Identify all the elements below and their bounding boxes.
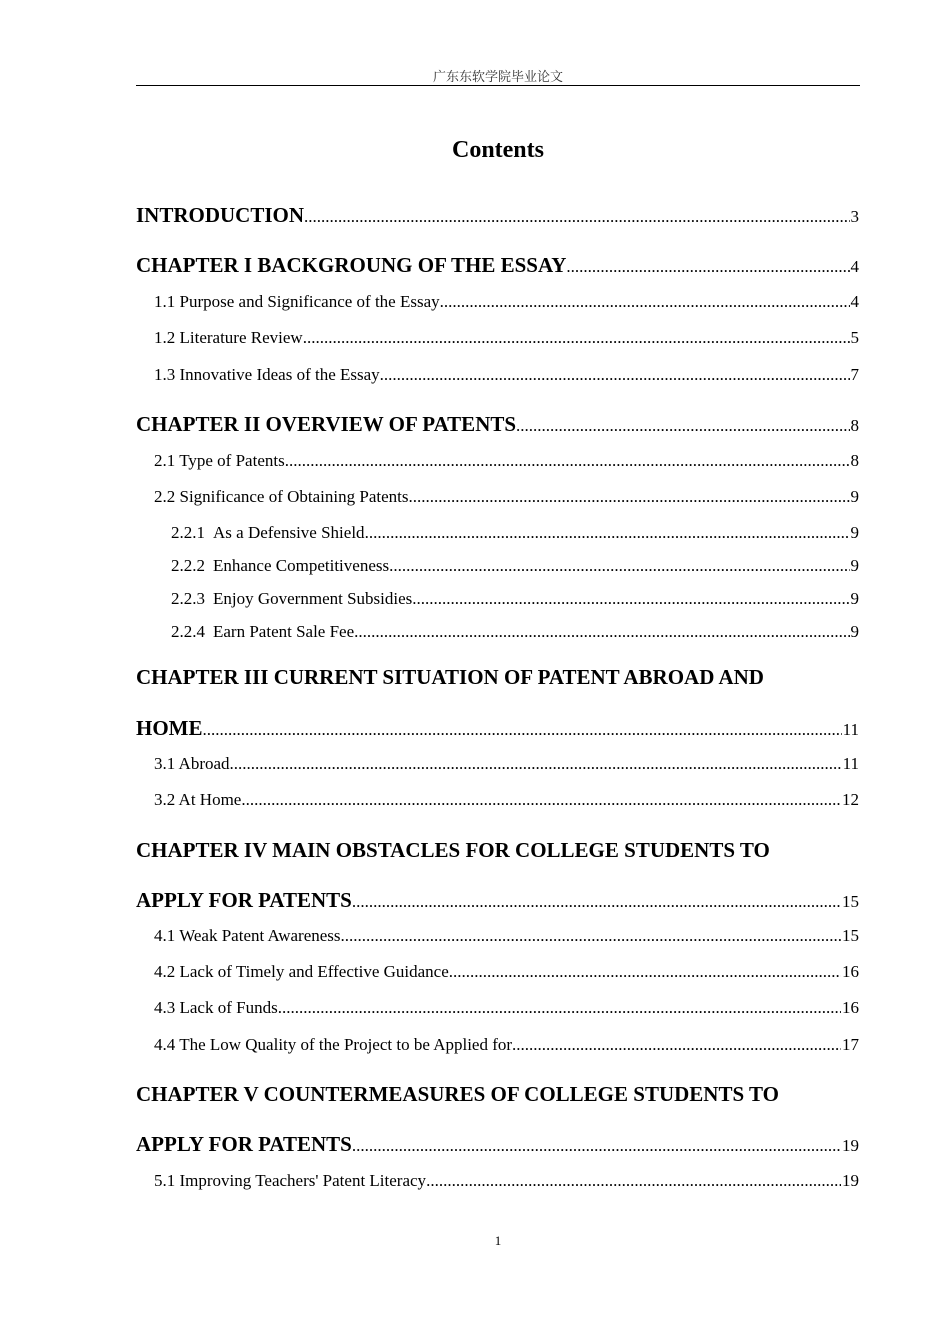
toc-entry-page: 3 bbox=[850, 207, 859, 226]
toc-leader bbox=[304, 207, 849, 227]
toc-title: Contents bbox=[451, 137, 544, 163]
toc-entry-page: 8 bbox=[850, 451, 859, 470]
toc-entry-page: 9 bbox=[850, 523, 859, 542]
toc-entry-page: 4 bbox=[850, 257, 859, 276]
toc-entry[interactable] bbox=[154, 754, 859, 774]
toc-entry[interactable] bbox=[171, 589, 859, 609]
toc-entry-number: 2.2.1 bbox=[171, 523, 205, 542]
toc-leader bbox=[354, 622, 849, 642]
toc-entry[interactable] bbox=[171, 523, 859, 543]
toc-leader bbox=[408, 487, 849, 507]
toc-entry-label: INTRODUCTION bbox=[136, 203, 305, 227]
toc-entry-page: 11 bbox=[842, 754, 859, 773]
toc-entry-page: 9 bbox=[850, 622, 859, 641]
toc-entry[interactable] bbox=[136, 1132, 859, 1157]
toc-entry[interactable] bbox=[154, 487, 859, 507]
toc-leader bbox=[412, 589, 849, 609]
toc-entry-number: 2.2.4 bbox=[171, 622, 205, 641]
toc-entry-page: 12 bbox=[842, 790, 859, 809]
toc-entry-label: APPLY FOR PATENTS bbox=[136, 888, 352, 912]
toc-leader bbox=[516, 416, 849, 436]
toc-entry[interactable] bbox=[154, 1035, 859, 1055]
toc-entry-page: 17 bbox=[842, 1035, 859, 1054]
toc-leader bbox=[380, 365, 850, 385]
toc-entry[interactable] bbox=[154, 1171, 859, 1191]
toc-entry[interactable] bbox=[136, 412, 859, 437]
toc-entry-label: APPLY FOR PATENTS bbox=[136, 1132, 352, 1156]
toc-entry[interactable] bbox=[136, 716, 859, 741]
toc-entry-label: 1.3 Innovative Ideas of the Essay bbox=[154, 365, 380, 384]
toc-entry-page: 9 bbox=[850, 589, 859, 608]
toc-entry[interactable] bbox=[136, 253, 859, 278]
toc-leader bbox=[341, 926, 841, 946]
toc-leader bbox=[449, 962, 841, 982]
toc-entry-page: 11 bbox=[842, 720, 859, 739]
toc-leader bbox=[389, 556, 849, 576]
header-rule bbox=[136, 85, 860, 86]
toc-entry-page: 4 bbox=[850, 292, 859, 311]
toc-leader bbox=[512, 1035, 841, 1055]
toc-entry[interactable] bbox=[154, 365, 859, 385]
toc-entry-label: 2.1 Type of Patents bbox=[154, 451, 285, 470]
toc-entry-label: Enhance Competitiveness bbox=[213, 556, 390, 575]
toc-entry-label: Earn Patent Sale Fee bbox=[213, 622, 355, 641]
toc-entry-label: 4.2 Lack of Timely and Effective Guidance bbox=[154, 962, 449, 981]
toc-entry-label: 3.2 At Home bbox=[154, 790, 242, 809]
toc-entry-page: 16 bbox=[842, 962, 859, 981]
toc-entry-page: 5 bbox=[850, 328, 859, 347]
toc-leader bbox=[365, 523, 850, 543]
page-number: 1 bbox=[494, 1233, 502, 1248]
toc-entry-label-line1: CHAPTER IV MAIN OBSTACLES FOR COLLEGE STUDENTS TO bbox=[136, 838, 770, 862]
toc-leader bbox=[285, 451, 850, 471]
toc-leader bbox=[303, 328, 850, 348]
toc-entry-label: 3.1 Abroad bbox=[154, 754, 230, 773]
toc-entry-page: 19 bbox=[842, 1136, 859, 1155]
toc-entry[interactable] bbox=[171, 556, 859, 576]
toc-entry[interactable] bbox=[154, 790, 859, 810]
toc-entry[interactable] bbox=[154, 962, 859, 982]
toc-entry-number: 2.2.2 bbox=[171, 556, 205, 575]
toc-entry[interactable] bbox=[136, 888, 859, 913]
toc-entry-page: 9 bbox=[850, 556, 859, 575]
toc-entry-page: 8 bbox=[850, 416, 859, 435]
toc-entry-label: 2.2 Significance of Obtaining Patents bbox=[154, 487, 409, 506]
toc-leader bbox=[352, 892, 841, 912]
toc-entry-label: HOME bbox=[136, 716, 203, 740]
toc-entry-page: 16 bbox=[842, 998, 859, 1017]
toc-entry[interactable] bbox=[171, 622, 859, 642]
toc-entry[interactable] bbox=[136, 203, 859, 228]
toc-entry[interactable] bbox=[154, 998, 859, 1018]
toc-entry-label-line1: CHAPTER V COUNTERMEASURES OF COLLEGE STUDENTS TO bbox=[136, 1082, 779, 1106]
toc-leader bbox=[230, 754, 842, 774]
toc-entry-label: 1.2 Literature Review bbox=[154, 328, 303, 347]
toc-entry-label-line1: CHAPTER III CURRENT SITUATION OF PATENT ABROAD AND bbox=[136, 665, 764, 689]
toc-leader bbox=[440, 292, 850, 312]
toc-entry-label: 5.1 Improving Teachers' Patent Literacy bbox=[154, 1171, 427, 1190]
toc-entry-page: 9 bbox=[850, 487, 859, 506]
toc-leader bbox=[352, 1136, 841, 1156]
toc-entry-page: 7 bbox=[850, 365, 859, 384]
toc-entry-label: 4.3 Lack of Funds bbox=[154, 998, 278, 1017]
toc-entry-label: 4.4 The Low Quality of the Project to be Applied for bbox=[154, 1035, 513, 1054]
toc-entry-label: CHAPTER I BACKGROUNG OF THE ESSAY bbox=[136, 253, 567, 277]
toc-entry-label: Enjoy Government Subsidies bbox=[213, 589, 413, 608]
toc-leader bbox=[426, 1171, 841, 1191]
toc-entry[interactable] bbox=[154, 451, 859, 471]
toc-entry-label: CHAPTER II OVERVIEW OF PATENTS bbox=[136, 412, 517, 436]
header-text: 广东东软学院毕业论文 bbox=[432, 70, 563, 85]
toc-entry-label: 4.1 Weak Patent Awareness bbox=[154, 926, 341, 945]
toc-leader bbox=[278, 998, 841, 1018]
toc-entry-label: As a Defensive Shield bbox=[213, 523, 365, 542]
toc-entry-number: 2.2.3 bbox=[171, 589, 205, 608]
toc-entry-page: 15 bbox=[842, 892, 859, 911]
toc-leader bbox=[241, 790, 841, 810]
toc-entry-page: 19 bbox=[842, 1171, 859, 1190]
toc-entry[interactable] bbox=[154, 292, 859, 312]
toc-entry-page: 15 bbox=[842, 926, 859, 945]
toc-leader bbox=[203, 720, 842, 740]
toc-entry-label: 1.1 Purpose and Significance of the Essay bbox=[154, 292, 440, 311]
toc-entry[interactable] bbox=[154, 328, 859, 348]
toc-leader bbox=[566, 257, 849, 277]
toc-entry[interactable] bbox=[154, 926, 859, 946]
